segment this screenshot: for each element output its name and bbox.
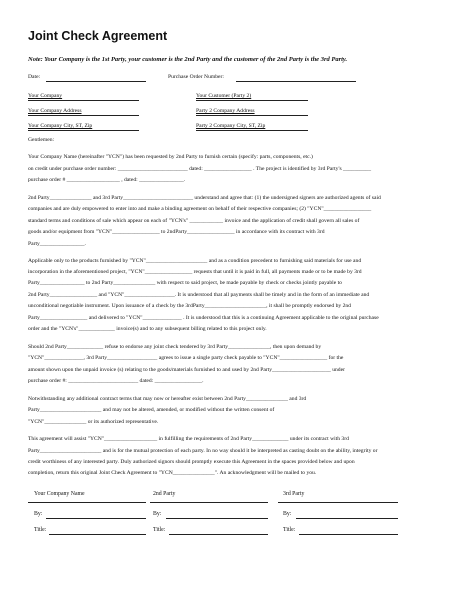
sig-title-label: Title: [34,527,47,533]
date-label: Date: [28,74,41,80]
body-line: completion, return this original Joint Check Agreement to "YCN_______________". An acknowledgment will be mailed to you. [28,470,317,476]
sig-line-your-company[interactable] [28,502,146,503]
body-line: Party_________________ and delivered to "YCN"______________ . It is understood that this is a continuing Agreement applicable to the original purchase [28,315,379,321]
your-address-line [28,115,139,116]
body-line: order and the "YCN's"_____________ invoice(s) and to any subsequent billing related to this project only. [28,326,267,332]
body-line: Notwithstanding any additional contract terms that may now or hereafter exist between 2nd Party_______________ and 3rd [28,396,307,402]
sig-heading-2nd-party: 2nd Party [153,491,176,497]
your-customer-field[interactable]: Your Customer (Party 2) [196,93,252,99]
sig-title-label: Title: [283,527,296,533]
body-line: unconditional negotiable instrument. Upon issuance of a check by the 3rdParty______________________, it shall be promptly endorsed by 2nd [28,303,351,309]
your-city-field[interactable]: Your Company City, ST, Zip [28,123,93,129]
sig-title-field[interactable] [49,534,146,535]
body-line: credit worthiness of any interested party. Duly authorized signors should promptly execute this Agreement in the spaces provided below and upon [28,459,355,465]
sig-by-field[interactable] [296,518,398,519]
sig-heading-your-company: Your Company Name [34,491,85,497]
sig-by-label: By: [34,511,43,517]
body-line: Party______________________ and is for the mutual protection of each party. In no way should it be interpreted as casting doubt on the ability, integrity or [28,448,378,454]
sig-by-field[interactable] [166,518,268,519]
party2-address-line [196,115,308,116]
sig-heading-3rd-party: 3rd Party [283,491,305,497]
body-line: 2nd Party_________________ and "YCN"__________________. It is understood that all payments shall be timely and in the form of an immediate and [28,292,370,298]
party2-city-field[interactable]: Party 2 Company City, ST, Zip [196,123,266,129]
po-number-field[interactable] [236,81,356,82]
body-line: Party______________________ and may not be altered, amended, or modified without the written consent of [28,407,275,413]
sig-by-field[interactable] [46,518,146,519]
sig-line-3rd-party[interactable] [278,502,398,503]
sig-by-label: By: [283,511,292,517]
body-line: This agreement will assist "YCN"___________________ in fulfilling the requirements of 2nd Party_____________ under its contract with 3rd [28,436,349,442]
your-company-field[interactable]: Your Company [28,93,63,99]
body-line: purchase order #: _________________________ dated: _________________. [28,378,204,384]
body-line: on credit under purchase order number: _________________________ dated: _________________ . The project is identified by 3rd Party's __________ [28,166,371,172]
body-line: purchase order # ___________________ , dated: ________________. [28,177,186,183]
body-line: Applicable only to the products furnished by "YCN"______________________ and as a condition precedent to furnishing said materials for use and [28,258,362,264]
date-field[interactable] [46,81,146,82]
body-line: goods and/or equipment from "YCN"_________________ to 2ndParty_________________ in accordance with its contract with 3rd [28,229,325,235]
your-company-line [28,100,139,101]
body-line: companies and are duly empowered to enter into and make a binding agreement on behalf of their respective companies; (2) "YCN"_________________ [28,206,372,212]
party2-address-field[interactable]: Party 2 Company Address [196,108,255,114]
salutation: Gentlemen: [28,137,55,143]
body-line: "YCN"______________, 3rd Party__________________ agrees to issue a single party check payable to "YCN"_________________ for the [28,355,344,361]
body-line: 2nd Party_______________ and 3rd Party_________________________ understand and agree that: (1) the undersigned signers are authorized agents of said [28,195,381,201]
body-line: Party________________. [28,241,86,247]
party-note: Note: Your Company is the 1st Party, your customer is the 2nd Party and the customer of the 2nd Party is the 3rd Party. [28,56,348,63]
sig-by-label: By: [153,511,162,517]
sig-title-field[interactable] [299,534,398,535]
body-line: Party________________ to 2nd Party_______________ with respect to said project, be made payable by check or checks jointly payable to [28,280,342,286]
document-title: Joint Check Agreement [28,29,168,43]
body-line: amount shown upon the unpaid invoice (s) relating to the goods/materials furnished to and used by 2nd Party_____________________ under [28,367,345,373]
po-label: Purchase Order Number: [168,74,224,80]
your-customer-line [196,100,308,101]
body-line: standard terms and conditions of sale which appear on each of "YCN's" ____________ invoice and the application of credit shall govern all sales of [28,218,360,224]
body-line: Your Company Name (hereinafter "YCN") has been requested by 2nd Party to furnish certain (specify: parts, components, etc.) [28,154,313,160]
sig-line-2nd-party[interactable] [150,502,268,503]
sig-title-field[interactable] [169,534,268,535]
body-line: "YCN"_______________ or its authorized representative. [28,419,159,425]
body-line: incorporation in the aforementioned project, "YCN"_________________ requests that until it is paid in full, all payments made or to be made by 3rd [28,269,362,275]
party2-city-line [196,130,308,131]
sig-title-label: Title: [153,527,166,533]
your-address-field[interactable]: Your Company Address [28,108,82,114]
your-city-line [28,130,139,131]
body-line: Should 2nd Party_____________ refuse to endorse any joint check tendered by 3rd Party_______________, then upon demand by [28,344,322,350]
